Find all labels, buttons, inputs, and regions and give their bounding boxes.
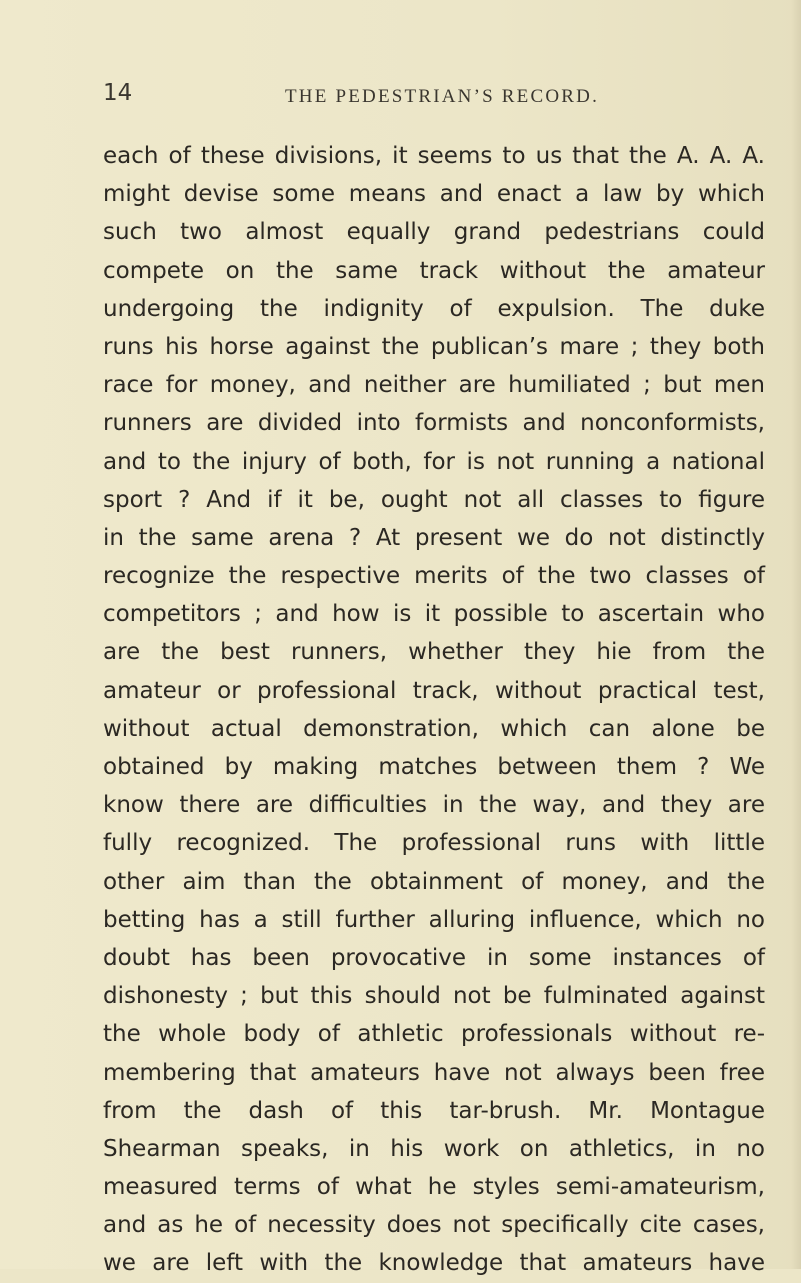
running-head xyxy=(103,80,765,120)
text-line: from the dash of this tar-brush. Mr. Montague xyxy=(103,1097,765,1124)
text-line: are the best runners, whether they hie from the xyxy=(103,639,765,666)
text-line: Shearman speaks, in his work on athletics, in no xyxy=(103,1135,765,1162)
text-line: and to the injury of both, for is not running a national xyxy=(103,448,765,475)
text-line: might devise some means and enact a law by which xyxy=(103,181,765,208)
text-line: know there are difficulties in the way, and they are xyxy=(103,792,765,819)
text-line: measured terms of what he styles semi-amateurism, xyxy=(103,1174,765,1201)
text-line: we are left with the knowledge that amateurs have xyxy=(103,1250,765,1277)
text-line: undergoing the indignity of expulsion. The duke xyxy=(103,295,765,322)
text-line: fully recognized. The professional runs with little xyxy=(103,830,765,857)
text-line: the whole body of athletic professionals without re- xyxy=(103,1021,765,1048)
text-line: dishonesty ; but this should not be fulminated against xyxy=(103,983,765,1010)
text-line: without actual demonstration, which can alone be xyxy=(103,715,765,742)
text-line: runs his horse against the publican’s mare ; they both xyxy=(103,333,765,360)
text-line: doubt has been provocative in some instances of xyxy=(103,944,765,971)
text-line: race for money, and neither are humiliated ; but men xyxy=(103,372,765,399)
page-edge-shadow xyxy=(791,0,801,1269)
text-line: such two almost equally grand pedestrians could xyxy=(103,219,765,246)
running-title: THE PEDESTRIAN’S RECORD. xyxy=(284,86,600,107)
text-line: in the same arena ? At present we do not distinctly xyxy=(103,524,765,551)
text-line: each of these divisions, it seems to us that the A. A. A. xyxy=(103,143,765,169)
text-line: and as he of necessity does not specifically cite cases, xyxy=(103,1212,765,1239)
text-line: competitors ; and how is it possible to ascertain who xyxy=(103,601,765,628)
body-text xyxy=(103,137,765,1283)
text-line: obtained by making matches between them ? We xyxy=(103,754,765,780)
text-line: other aim than the obtainment of money, and the xyxy=(103,868,765,895)
text-line: recognize the respective merits of the two classes of xyxy=(103,563,765,590)
text-line: membering that amateurs have not always been free xyxy=(103,1059,765,1086)
text-line: runners are divided into formists and nonconformists, xyxy=(103,410,765,437)
text-line: amateur or professional track, without practical test, xyxy=(103,677,765,704)
text-line: compete on the same track without the amateur xyxy=(103,257,765,284)
text-line: sport ? And if it be, ought not all classes to figure xyxy=(103,486,765,513)
page-number: 14 xyxy=(103,80,133,106)
text-line: betting has a still further alluring influence, which no xyxy=(103,906,765,933)
